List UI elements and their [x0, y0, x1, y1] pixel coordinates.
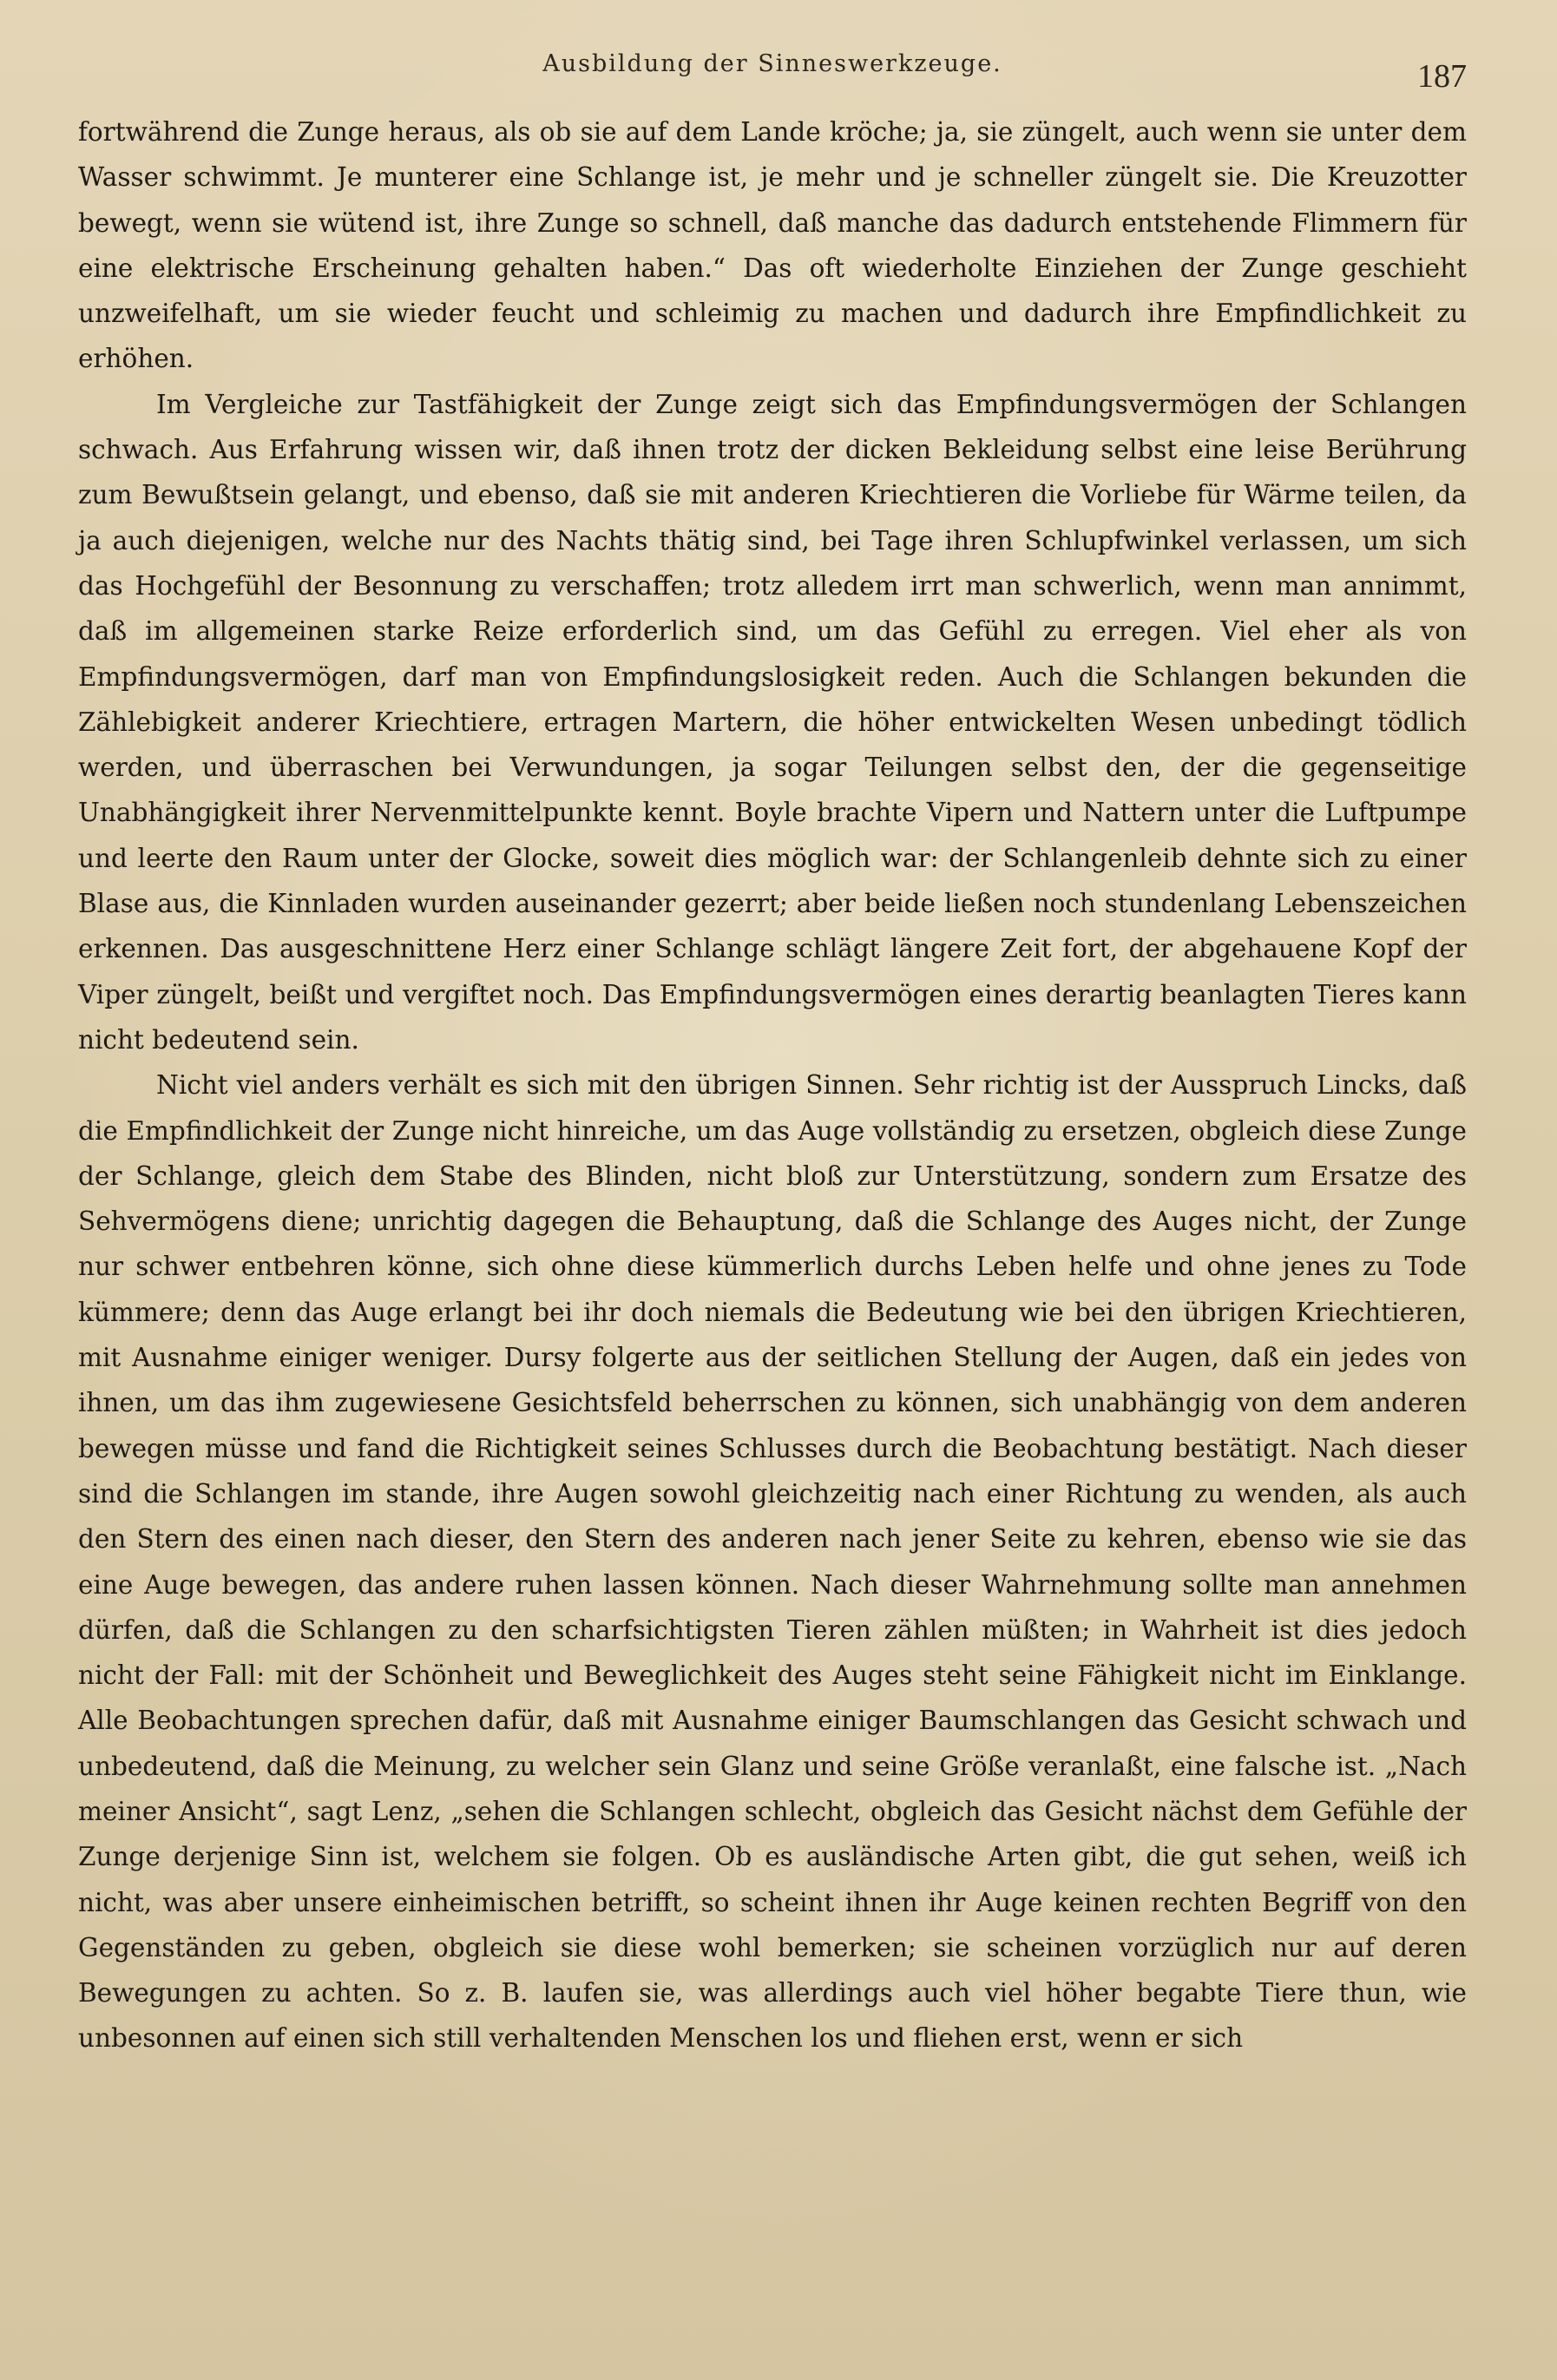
running-title: Ausbildung der Sinneswerkzeuge. [542, 50, 1002, 77]
paragraph-other-senses: Nicht viel anders verhält es sich mit den übrigen Sinnen. Sehr richtig ist der Ausspruch Lincks, daß die Empfindlichkeit der Zunge nicht hinreiche, um das Auge vollständig zu ersetzen, obgleich diese Zunge der Schlange, gleich dem Stabe des Blinden, nicht bloß zur Unterstützung, sondern zum Ersatze des Sehvermögens diene; unrichtig dagegen die Behauptung, daß die Schlange des Auges nicht, der Zunge nur schwer entbehren könne, sich ohne diese kümmerlich durchs Leben helfe und ohne jenes zu Tode kümmere; denn das Auge erlangt bei ihr doch niemals die Bedeutung wie bei den übrigen Kriechtieren, mit Ausnahme einiger weniger. Dursy folgerte aus der seitlichen Stellung der Augen, daß ein jedes von ihnen, um das ihm zugewiesene Gesichtsfeld beherrschen zu können, sich unabhängig von dem anderen bewegen müsse und fand die Richtigkeit seines Schlusses durch die Beobachtung bestätigt. Nach dieser sind die Schlangen im stande, ihre Augen sowohl gleichzeitig nach einer Richtung zu wenden, als auch den Stern des einen nach dieser, den Stern des anderen nach jener Seite zu kehren, ebenso wie sie das eine Auge bewegen, das andere ruhen lassen können. Nach dieser Wahrnehmung sollte man annehmen dürfen, daß die Schlangen zu den scharfsichtigsten Tieren zählen müßten; in Wahrheit ist dies jedoch nicht der Fall: mit der Schönheit und Beweglichkeit des Auges steht seine Fähigkeit nicht im Einklange. Alle Beobachtungen sprechen dafür, daß mit Ausnahme einiger Baumschlangen das Gesicht schwach und unbedeutend, daß die Meinung, zu welcher sein Glanz und seine Größe veranlaßt, eine falsche ist. „Nach meiner Ansicht“, sagt Lenz, „sehen die Schlangen schlecht, obgleich das Gesicht nächst dem Gefühle der Zunge derjenige Sinn ist, welchem sie folgen. Ob es ausländische Arten gibt, die gut sehen, weiß ich nicht, was aber unsere einheimischen betrifft, so scheint ihnen ihr Auge keinen rechten Begriff von den Gegenständen zu geben, obgleich sie diese wohl bemerken; sie scheinen vorzüglich nur auf deren Bewegungen zu achten. So z. B. laufen sie, was allerdings auch viel höher begabte Tiere thun, wie unbesonnen auf einen sich still verhaltenden Menschen los und fliehen erst, wenn er sich [78, 1070, 1467, 2054]
page-header [78, 45, 1467, 97]
body-text [78, 109, 1467, 2061]
page-number: 187 [1417, 58, 1467, 95]
paragraph-sense-of-touch: Im Vergleiche zur Tastfähigkeit der Zunge zeigt sich das Empfindungsvermögen der Schlangen schwach. Aus Erfahrung wissen wir, daß ihnen trotz der dicken Bekleidung selbst eine leise Berührung zum Bewußtsein gelangt, und ebenso, daß sie mit anderen Kriechtieren die Vorliebe für Wärme teilen, da ja auch diejenigen, welche nur des Nachts thätig sind, bei Tage ihren Schlupfwinkel verlassen, um sich das Hochgefühl der Besonnung zu verschaffen; trotz alledem irrt man schwerlich, wenn man annimmt, daß im allgemeinen starke Reize erforderlich sind, um das Gefühl zu erregen. Viel eher als von Empfindungsvermögen, darf man von Empfindungslosigkeit reden. Auch die Schlangen bekunden die Zählebigkeit anderer Kriechtiere, ertragen Martern, die höher entwickelten Wesen unbedingt tödlich werden, und überraschen bei Verwundungen, ja sogar Teilungen selbst den, der die gegenseitige Unabhängigkeit ihrer Nervenmittelpunkte kennt. Boyle brachte Vipern und Nattern unter die Luftpumpe und leerte den Raum unter der Glocke, soweit dies möglich war: der Schlangenleib dehnte sich zu einer Blase aus, die Kinnladen wurden auseinander gezerrt; aber beide ließen noch stundenlang Lebenszeichen erkennen. Das ausgeschnittene Herz einer Schlange schlägt längere Zeit fort, der abgehauene Kopf der Viper züngelt, beißt und vergiftet noch. Das Empfindungsvermögen eines derartig beanlagten Tieres kann nicht bedeutend sein. [78, 389, 1467, 1055]
paragraph-continuation: fortwährend die Zunge heraus, als ob sie auf dem Lande kröche; ja, sie züngelt, auch wenn sie unter dem Wasser schwimmt. Je munterer eine Schlange ist, je mehr und je schneller züngelt sie. Die Kreuzotter bewegt, wenn sie wütend ist, ihre Zunge so schnell, daß manche das dadurch entstehende Flimmern für eine elektrische Erscheinung gehalten haben.“ Das oft wiederholte Einziehen der Zunge geschieht unzweifelhaft, um sie wieder feucht und schleimig zu machen und dadurch ihre Empfindlichkeit zu erhöhen. [78, 117, 1467, 374]
